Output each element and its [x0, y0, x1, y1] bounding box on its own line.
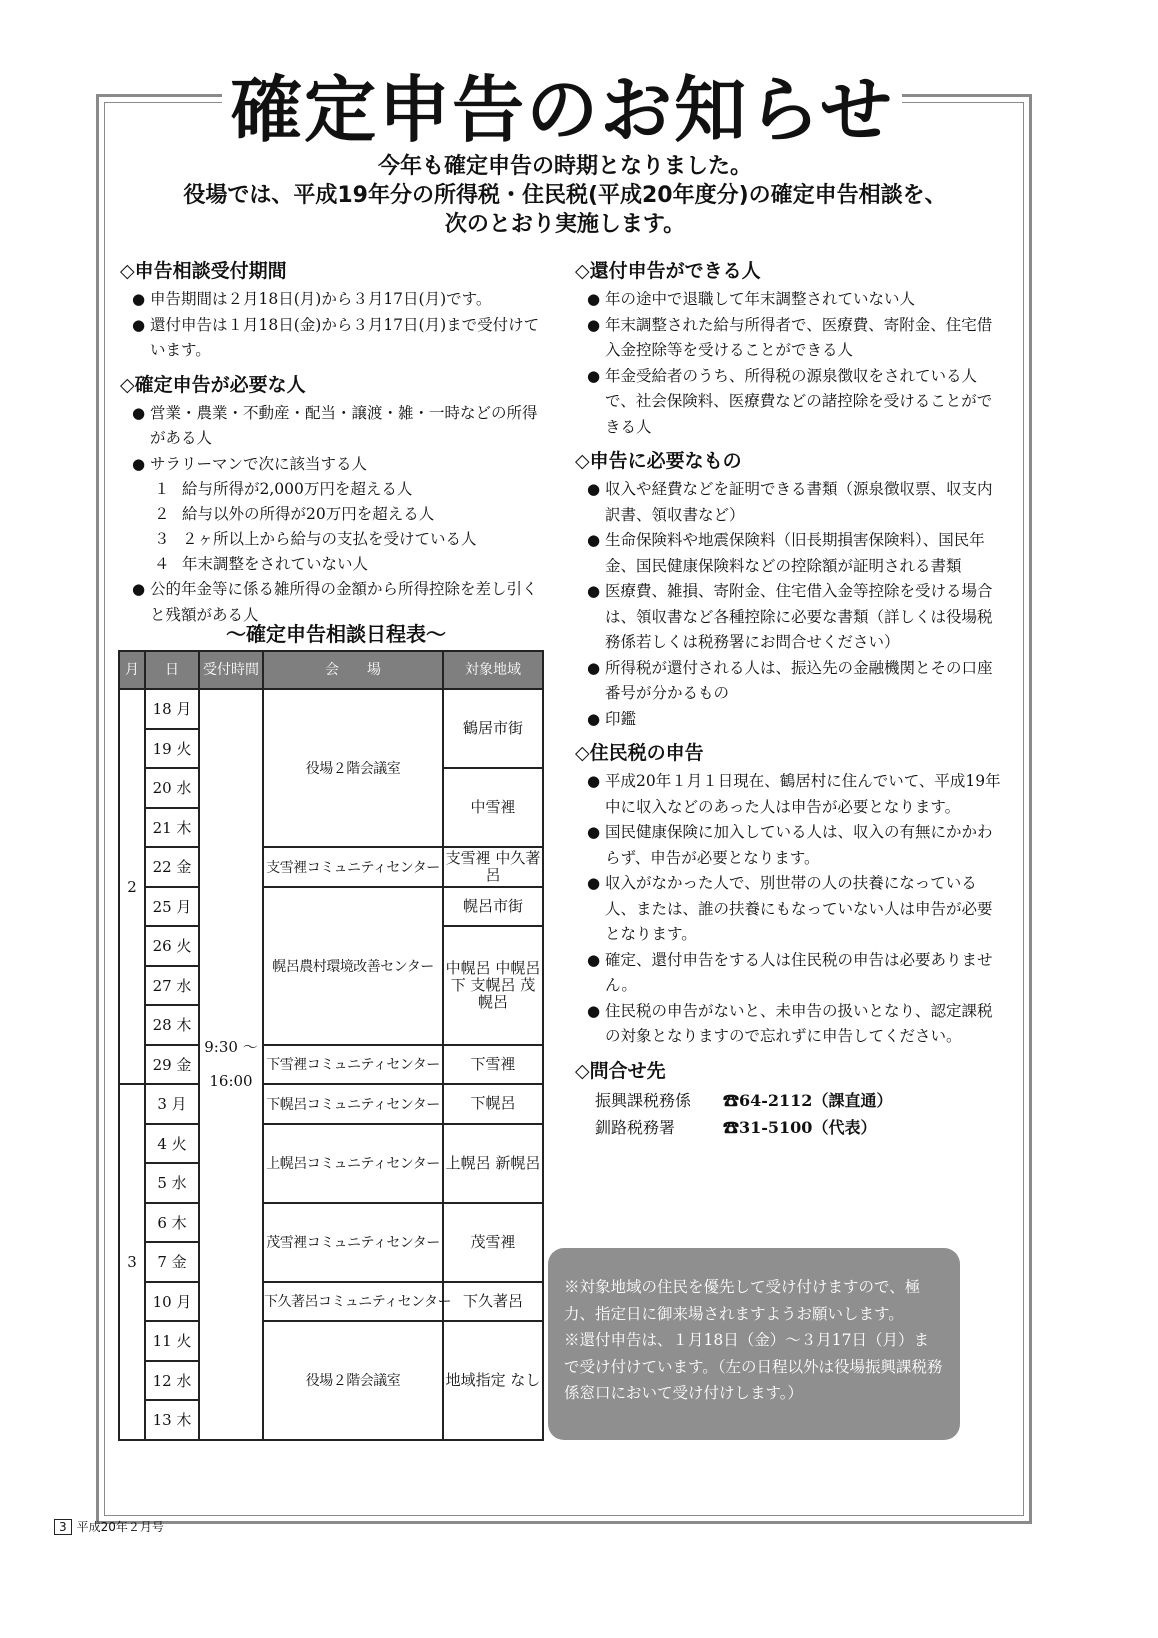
header-month: 月 [119, 651, 145, 689]
list-item: ● 確定、還付申告をする人は住民税の申告は必要ありません。 [587, 948, 1007, 999]
area-cell: 中雪裡 [443, 768, 543, 847]
numbered-item [154, 477, 552, 502]
month-cell: 3 [119, 1084, 145, 1440]
item-number: ３ [154, 530, 170, 548]
list-item: ● 年金受給者のうち、所得税の源泉徴収をされている人で、社会保険料、医療費などの諸控除を受けることができる人 [587, 364, 1007, 441]
contact-row [595, 1087, 1007, 1114]
time-cell: 9:30 ～ 16:00 [199, 689, 263, 1440]
page-number: 3 [54, 1519, 72, 1535]
page-title: 確定申告のお知らせ [230, 68, 894, 152]
day-cell: 10 月 [145, 1282, 199, 1322]
item-number: １ [154, 480, 170, 498]
table-header-row [119, 651, 543, 689]
intro-line: 役場では、平成19年分の所得税・住民税(平成20年度分)の確定申告相談を、 [183, 183, 947, 208]
table-row [119, 1045, 543, 1085]
table-row [119, 1321, 543, 1361]
contact-phone: ☎64-2112（課直通） [723, 1090, 893, 1110]
day-cell: 19 火 [145, 729, 199, 769]
venue-cell: 下幌呂コミュニティセンター [263, 1084, 443, 1124]
item-number: ４ [154, 555, 170, 573]
table-row [119, 887, 543, 927]
table-row [119, 1282, 543, 1322]
list-item: ● 所得税が還付される人は、振込先の金融機関とその口座番号が分かるもの [587, 656, 1007, 707]
header-day: 日 [145, 651, 199, 689]
table-row [119, 1124, 543, 1164]
list-item: ● 医療費、雑損、寄附金、住宅借入金等控除を受ける場合は、領収書など各種控除に必要な書類（詳しくは役場税務係若しくは税務署にお問合せください） [587, 579, 1007, 656]
item-number: ２ [154, 505, 170, 523]
right-column [575, 258, 1007, 1141]
contact-row [595, 1114, 1007, 1141]
day-cell: 26 火 [145, 926, 199, 966]
day-cell: 22 金 [145, 847, 199, 887]
section-heading-period: ◇申告相談受付期間 [120, 260, 287, 282]
table-row [119, 847, 543, 887]
area-cell: 地域指定 なし [443, 1321, 543, 1440]
venue-cell: 下久著呂コミュニティセンター [263, 1282, 443, 1322]
notice-text: ※還付申告は、１月18日（金）～３月17日（月）まで受け付けています。（左の日程以外は役場振興課税務係窓口において受け付けします。） [564, 1331, 943, 1402]
venue-cell: 茂雪裡コミュニティセンター [263, 1203, 443, 1282]
contact-name: 釧路税務署 [595, 1117, 676, 1137]
list-item: ● 印鑑 [587, 707, 1007, 733]
day-cell: 20 水 [145, 768, 199, 808]
schedule-table [118, 650, 544, 1441]
section-heading-contact: ◇問合せ先 [575, 1059, 666, 1082]
area-cell: 下幌呂 [443, 1084, 543, 1124]
table-row [119, 689, 543, 729]
intro-text [130, 152, 1000, 239]
item-text: ２ヶ所以上から給与の支払を受けている人 [182, 530, 477, 548]
list-item: ● 申告期間は２月18日(月)から３月17日(月)です。 [132, 287, 552, 313]
issue-label: 平成20年２月号 [76, 1520, 164, 1534]
list-item: ● 住民税の申告がないと、未申告の扱いとなり、認定課税の対象となりますので忘れずに申告してください。 [587, 999, 1007, 1050]
section-heading-who: ◇確定申告が必要な人 [120, 373, 306, 396]
day-cell: 5 水 [145, 1163, 199, 1203]
list-item: ● 生命保険料や地震保険料（旧長期損害保険料）、国民年金、国民健康保険料などの控除額が証明される書類 [587, 528, 1007, 579]
page-footer [54, 1518, 164, 1535]
list-item: ● 平成20年１月１日現在、鶴居村に住んでいて、平成19年中に収入などのあった人は申告が必要となります。 [587, 769, 1007, 820]
section-heading-resident: ◇住民税の申告 [575, 742, 704, 764]
area-cell: 支雪裡 中久著呂 [443, 847, 543, 887]
intro-line: 次のとおり実施します。 [444, 212, 686, 237]
day-cell: 6 木 [145, 1203, 199, 1243]
venue-cell: 下雪裡コミュニティセンター [263, 1045, 443, 1085]
list-item: ● 収入や経費などを証明できる書類（源泉徴収票、収支内訳書、領収書など） [587, 477, 1007, 528]
venue-cell: 上幌呂コミュニティセンター [263, 1124, 443, 1203]
header-venue: 会 場 [263, 651, 443, 689]
notice-text: ※対象地域の住民を優先して受け付けますので、極力、指定日に御来場されますようお願いします。 [564, 1278, 921, 1323]
venue-cell: 役場２階会議室 [263, 689, 443, 847]
item-text: 年末調整をされていない人 [182, 555, 369, 573]
day-cell: 13 木 [145, 1400, 199, 1440]
item-text: 給与所得が2,000万円を超える人 [182, 480, 413, 498]
day-cell: 27 水 [145, 966, 199, 1006]
venue-cell: 支雪裡コミュニティセンター [263, 847, 443, 887]
section-heading-bring: ◇申告に必要なもの [575, 450, 742, 472]
venue-cell: 役場２階会議室 [263, 1321, 443, 1440]
day-cell: 21 木 [145, 808, 199, 848]
area-cell: 茂雪裡 [443, 1203, 543, 1282]
day-cell: 28 木 [145, 1005, 199, 1045]
list-item: ● 年の途中で退職して年末調整されていない人 [587, 287, 1007, 313]
numbered-item [154, 502, 552, 527]
area-cell: 幌呂市街 [443, 887, 543, 927]
day-cell: 11 火 [145, 1321, 199, 1361]
contact-name: 振興課税務係 [595, 1090, 692, 1110]
header-area: 対象地域 [443, 651, 543, 689]
day-cell: 12 水 [145, 1361, 199, 1401]
header-time: 受付時間 [199, 651, 263, 689]
list-item: ● 年末調整された給与所得者で、医療費、寄附金、住宅借入金控除等を受けることができる人 [587, 313, 1007, 364]
list-item: ● 営業・農業・不動産・配当・譲渡・雑・一時などの所得がある人 [132, 401, 552, 452]
numbered-item [154, 527, 552, 552]
item-text: 給与以外の所得が20万円を超える人 [182, 505, 435, 523]
list-item: ● 収入がなかった人で、別世帯の人の扶養になっている人、または、誰の扶養にもなっていない人は申告が必要となります。 [587, 871, 1007, 948]
area-cell: 中幌呂 中幌呂下 支幌呂 茂幌呂 [443, 926, 543, 1045]
area-cell: 下雪裡 [443, 1045, 543, 1085]
table-row [119, 1203, 543, 1243]
list-item: ● 還付申告は１月18日(金)から３月17日(月)まで受付けています。 [132, 313, 552, 364]
month-cell: 2 [119, 689, 145, 1084]
day-cell: 3 月 [145, 1084, 199, 1124]
day-cell: 7 金 [145, 1242, 199, 1282]
list-item: ● 公的年金等に係る雑所得の金額から所得控除を差し引くと残額がある人 [132, 577, 552, 628]
area-cell: 上幌呂 新幌呂 [443, 1124, 543, 1203]
contact-phone: ☎31-5100（代表） [723, 1117, 877, 1137]
left-column [120, 258, 552, 628]
venue-cell: 幌呂農村環境改善センター [263, 887, 443, 1045]
list-item: ● 国民健康保険に加入している人は、収入の有無にかかわらず、申告が必要となります。 [587, 820, 1007, 871]
notice-box [548, 1248, 960, 1440]
schedule-title: ～確定申告相談日程表～ [226, 622, 446, 646]
intro-line: 今年も確定申告の時期となりました。 [377, 154, 752, 179]
list-item: ● サラリーマンで次に該当する人 [132, 452, 552, 478]
day-cell: 29 金 [145, 1045, 199, 1085]
day-cell: 25 月 [145, 887, 199, 927]
day-cell: 4 火 [145, 1124, 199, 1164]
area-cell: 鶴居市街 [443, 689, 543, 768]
numbered-item [154, 552, 552, 577]
day-cell: 18 月 [145, 689, 199, 729]
section-heading-refund: ◇還付申告ができる人 [575, 260, 761, 282]
table-row [119, 1084, 543, 1124]
area-cell: 下久著呂 [443, 1282, 543, 1322]
